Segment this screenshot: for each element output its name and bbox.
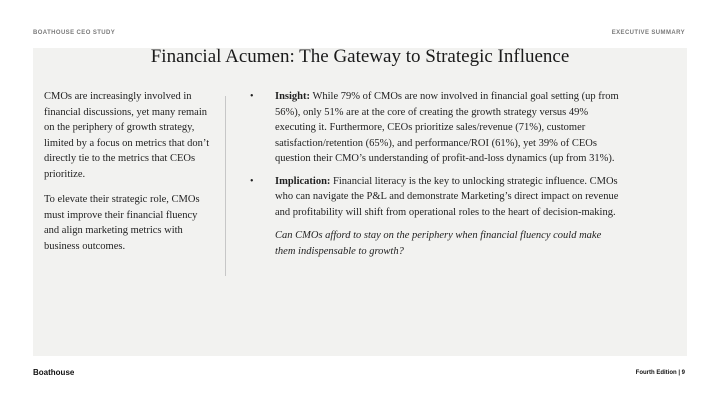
page-title: Financial Acumen: The Gateway to Strategic Influence	[150, 46, 570, 67]
column-divider	[225, 96, 226, 276]
insight-item	[250, 89, 622, 167]
details-column	[250, 89, 622, 259]
bullet-icon: •	[250, 91, 254, 102]
insight-text: While 79% of CMOs are now involved in financial goal setting (up from 56%), only 51% are at the core of creating the growth strategy versus 49% executing it. Furthermore, CEOs prioritize sales/revenue (71%), customer satisfaction/retention (65%), and performance/ROI (61%), yet 39% of CEOs question their CMO’s understanding of profit-and-loss dynamics (up from 31%).	[275, 91, 619, 164]
summary-column	[44, 89, 212, 264]
edition-page-number: Fourth Edition | 9	[635, 370, 685, 376]
brand-logo: Boathouse	[33, 368, 75, 377]
implication-label: Implication:	[275, 175, 331, 187]
bullet-icon: •	[250, 175, 254, 187]
summary-paragraph-2: To elevate their strategic role, CMOs must improve their financial fluency and align marketing metrics with business outcomes.	[44, 194, 200, 252]
closing-question: Can CMOs afford to stay on the periphery when financial fluency could make them indispensable to growth?	[275, 230, 602, 257]
implication-item	[250, 174, 622, 221]
implication-text: Financial literacy is the key to unlocking strategic influence. CMOs who can navigate the P&L and demonstrate Marketing’s direct impact on revenue and profitability will shift from operational roles to the heart of decision-making.	[275, 175, 619, 218]
study-label: BOATHOUSE CEO STUDY	[33, 30, 116, 36]
section-label: EXECUTIVE SUMMARY	[611, 30, 685, 36]
insight-label: Insight:	[275, 91, 311, 102]
summary-paragraph-1: CMOs are increasingly involved in financial discussions, yet many remain on the periphery of growth strategy, limited by a focus on metrics that don’t directly tie to the metrics that CEOs prioritize.	[44, 91, 210, 180]
